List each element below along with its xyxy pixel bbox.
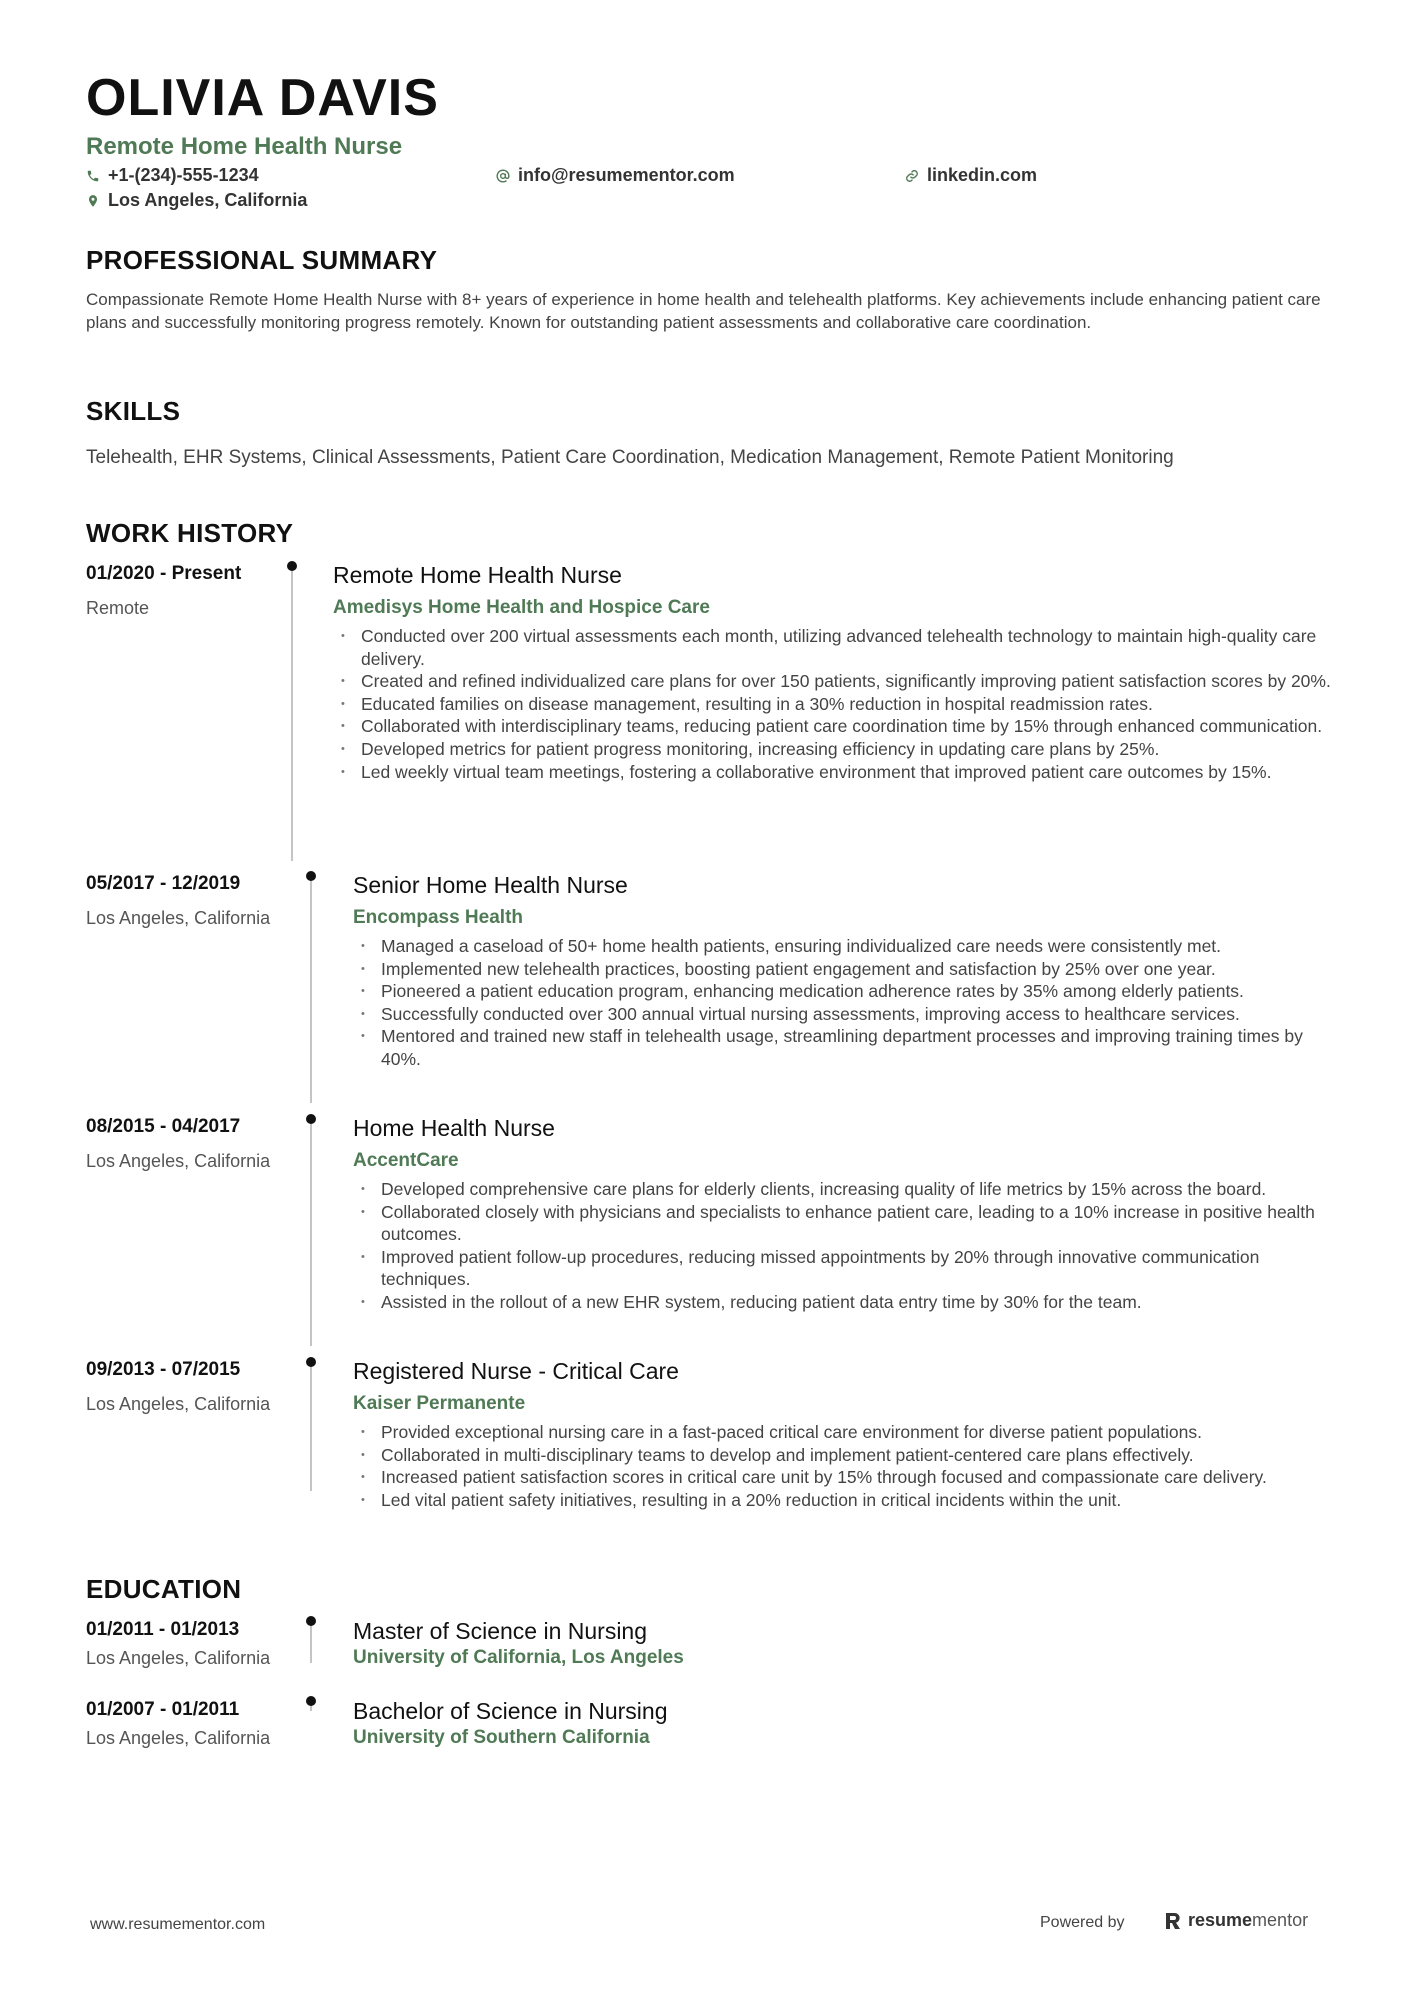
list-item: • Successfully conducted over 300 annual virtual nursing assessments, improving access to healthcare services.	[353, 1003, 1338, 1026]
education-location: Los Angeles, California	[86, 1648, 271, 1668]
job-bullets	[353, 1178, 1338, 1314]
timeline-dot	[287, 561, 297, 571]
timeline-line	[310, 1359, 312, 1491]
contact-email	[496, 165, 735, 186]
school-name: University of Southern California	[353, 1727, 650, 1748]
work-dates: 05/2017 - 12/2019	[86, 873, 241, 894]
list-item: • Educated families on disease management, resulting in a 30% reduction in hospital readmission rates.	[333, 693, 1333, 716]
brand-name-part2: mentor	[1252, 1910, 1309, 1930]
skills-heading: SKILLS	[86, 396, 181, 426]
education-dates: 01/2007 - 01/2011	[86, 1699, 240, 1720]
phone-icon	[86, 169, 100, 183]
linkedin-text: linkedin.com	[927, 165, 1038, 185]
footer-url[interactable]: www.resumementor.com	[90, 1916, 266, 1933]
work-location: Los Angeles, California	[86, 1394, 271, 1414]
timeline-line	[291, 563, 293, 861]
work-location: Los Angeles, California	[86, 908, 271, 928]
timeline-line	[310, 873, 312, 1103]
job-title: Senior Home Health Nurse	[353, 872, 628, 898]
brand-name-part1: resume	[1188, 1910, 1253, 1930]
job-title: Home Health Nurse	[353, 1115, 555, 1141]
list-item: • Led vital patient safety initiatives, resulting in a 20% reduction in critical incidents within the unit.	[353, 1489, 1338, 1512]
list-item: • Managed a caseload of 50+ home health patients, ensuring individualized care needs were consistently met.	[353, 935, 1338, 958]
job-bullets	[333, 625, 1333, 783]
contact-phone	[86, 165, 259, 186]
list-item: • Assisted in the rollout of a new EHR system, reducing patient data entry time by 30% for the team.	[353, 1291, 1338, 1314]
contact-linkedin	[905, 165, 1037, 186]
education-dates: 01/2011 - 01/2013	[86, 1619, 240, 1640]
at-icon	[496, 169, 510, 183]
brand-name	[1188, 1910, 1308, 1931]
summary-heading: PROFESSIONAL SUMMARY	[86, 245, 438, 275]
job-bullets	[353, 935, 1338, 1071]
company-name: Amedisys Home Health and Hospice Care	[333, 597, 710, 618]
brand-logo[interactable]	[1164, 1910, 1308, 1931]
company-name: Kaiser Permanente	[353, 1393, 526, 1414]
list-item: • Led weekly virtual team meetings, fostering a collaborative environment that improved patient care outcomes by 15%.	[333, 761, 1333, 784]
phone-text: +1-(234)-555-1234	[108, 165, 259, 185]
company-name: Encompass Health	[353, 907, 523, 928]
link-icon	[905, 169, 919, 183]
resumementor-logo-icon	[1164, 1911, 1182, 1931]
list-item: • Collaborated with interdisciplinary teams, reducing patient care coordination time by 15% through enhanced communication.	[333, 715, 1333, 738]
powered-by-label: Powered by	[1040, 1914, 1125, 1931]
list-item: • Increased patient satisfaction scores in critical care unit by 15% through focused and compassionate care delivery.	[353, 1466, 1338, 1489]
timeline-dot	[306, 1616, 316, 1626]
degree-title: Master of Science in Nursing	[353, 1618, 648, 1644]
work-dates: 09/2013 - 07/2015	[86, 1359, 241, 1380]
company-name: AccentCare	[353, 1150, 459, 1171]
work-location: Los Angeles, California	[86, 1151, 271, 1171]
list-item: • Implemented new telehealth practices, boosting patient engagement and satisfaction by 25% over one year.	[353, 958, 1338, 981]
education-location: Los Angeles, California	[86, 1728, 271, 1748]
location-pin-icon	[86, 194, 100, 208]
list-item: • Conducted over 200 virtual assessments each month, utilizing advanced telehealth technology to maintain high-quality care delivery.	[333, 625, 1333, 670]
contact-location	[86, 190, 307, 211]
job-title: Remote Home Health Nurse	[333, 562, 622, 588]
work-dates: 08/2015 - 04/2017	[86, 1116, 241, 1137]
school-name: University of California, Los Angeles	[353, 1647, 684, 1668]
work-dates: 01/2020 - Present	[86, 563, 242, 584]
job-bullets	[353, 1421, 1338, 1511]
list-item: • Created and refined individualized care plans for over 150 patients, significantly improving patient satisfaction scores by 20%.	[333, 670, 1333, 693]
degree-title: Bachelor of Science in Nursing	[353, 1698, 668, 1724]
timeline-dot	[306, 1696, 316, 1706]
location-text: Los Angeles, California	[108, 190, 308, 210]
list-item: • Mentored and trained new staff in telehealth usage, streamlining department processes and improving training times by 40%.	[353, 1025, 1338, 1070]
email-text: info@resumementor.com	[518, 165, 735, 185]
candidate-role: Remote Home Health Nurse	[86, 133, 403, 160]
skills-text: Telehealth, EHR Systems, Clinical Assessments, Patient Care Coordination, Medication Management, Remote Patient Monitoring	[86, 447, 1174, 468]
list-item: • Provided exceptional nursing care in a fast-paced critical care environment for diverse patient populations.	[353, 1421, 1338, 1444]
candidate-name: OLIVIA DAVIS	[86, 69, 439, 127]
timeline-dot	[306, 871, 316, 881]
work-location: Remote	[86, 598, 150, 618]
education-heading: EDUCATION	[86, 1574, 242, 1604]
list-item: • Pioneered a patient education program, enhancing medication adherence rates by 35% among elderly patients.	[353, 980, 1338, 1003]
timeline-line	[310, 1116, 312, 1346]
list-item: • Collaborated in multi-disciplinary teams to develop and implement patient-centered care plans effectively.	[353, 1444, 1338, 1467]
summary-text: Compassionate Remote Home Health Nurse with 8+ years of experience in home health and telehealth platforms. Key achievements include enhancing patient care plans and successfully monitoring progress remotely. Known for outstanding patient assessments and collaborative care coordination.	[86, 290, 1321, 332]
job-title: Registered Nurse - Critical Care	[353, 1358, 679, 1384]
timeline-dot	[306, 1357, 316, 1367]
work-history-heading: WORK HISTORY	[86, 518, 294, 548]
list-item: • Developed metrics for patient progress monitoring, increasing efficiency in updating care plans by 25%.	[333, 738, 1333, 761]
list-item: • Improved patient follow-up procedures, reducing missed appointments by 20% through innovative communication techniques.	[353, 1246, 1338, 1291]
list-item: • Developed comprehensive care plans for elderly clients, increasing quality of life metrics by 15% across the board.	[353, 1178, 1338, 1201]
list-item: • Collaborated closely with physicians and specialists to enhance patient care, leading to a 10% increase in positive health outcomes.	[353, 1201, 1338, 1246]
timeline-dot	[306, 1114, 316, 1124]
